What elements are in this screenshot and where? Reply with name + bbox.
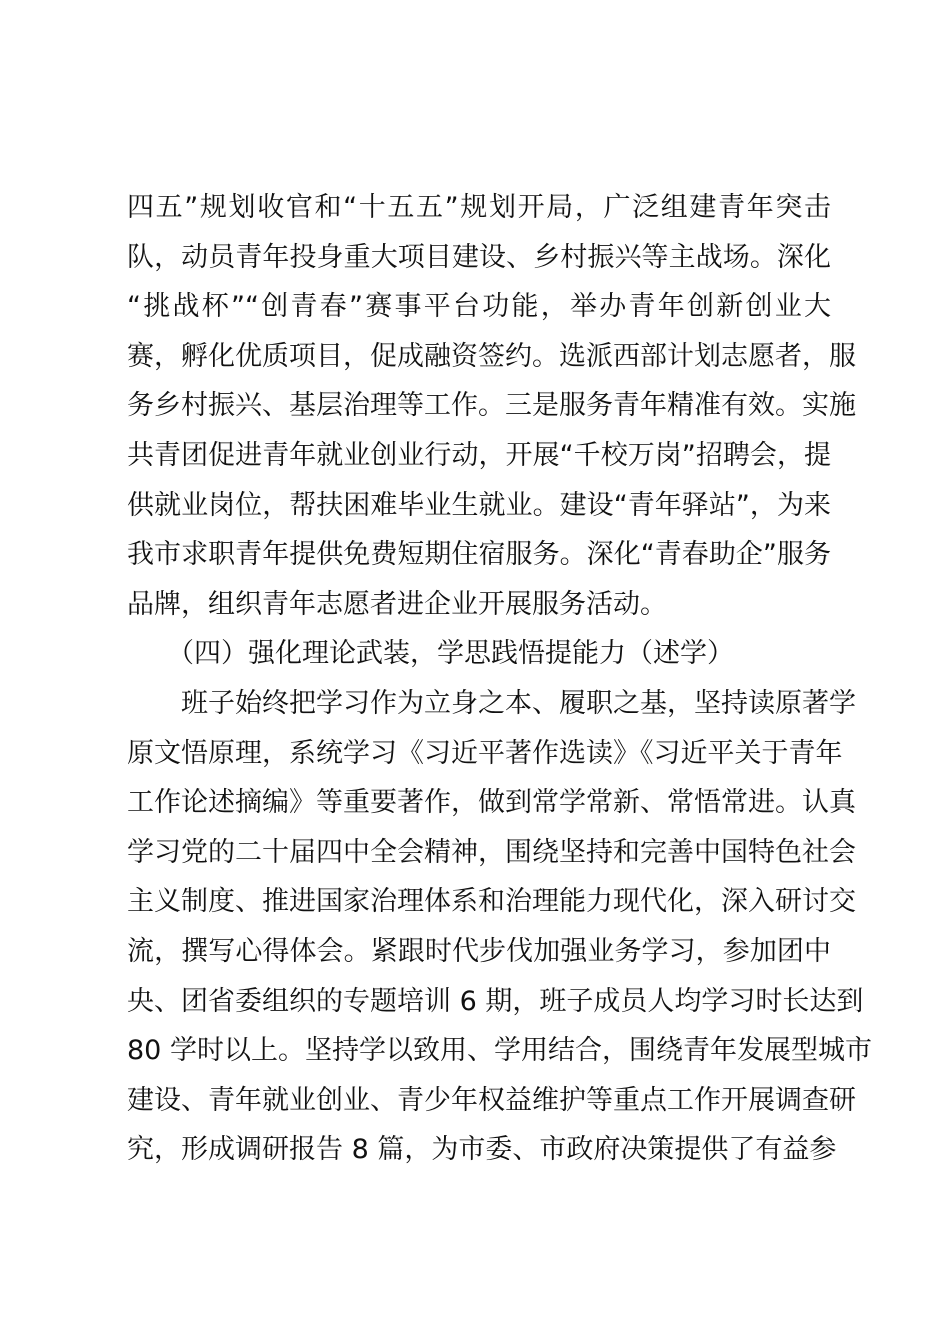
text-line: 学习党的二十届四中全会精神，围绕坚持和完善中国特色社会 <box>127 836 856 868</box>
document-page <box>127 183 872 1175</box>
text-line: 究，形成调研报告 8 篇，为市委、市政府决策提供了有益参 <box>127 1134 837 1166</box>
text-line: 80 学时以上。坚持学以致用、学用结合，围绕青年发展型城市 <box>127 1035 872 1067</box>
text-line: 班子始终把学习作为立身之本、履职之基，坚持读原著学 <box>181 687 856 719</box>
text-line: “挑战杯”“创青春”赛事平台功能，举办青年创新创业大 <box>127 291 831 323</box>
text-line: 流，撰写心得体会。紧跟时代步伐加强业务学习，参加团中 <box>127 935 831 967</box>
text-line: 建设、青年就业创业、青少年权益维护等重点工作开展调查研 <box>127 1084 856 1116</box>
paragraph-study <box>127 679 872 1175</box>
text-line: 队，动员青年投身重大项目建设、乡村振兴等主战场。深化 <box>127 241 831 273</box>
text-line: 央、团省委组织的专题培训 6 期，班子成员人均学习时长达到 <box>127 985 864 1017</box>
text-line: 四五”规划收官和“十五五”规划开局，广泛组建青年突击 <box>127 192 831 223</box>
text-line: 务乡村振兴、基层治理等工作。三是服务青年精准有效。实施 <box>127 390 856 422</box>
text-line: 供就业岗位，帮扶困难毕业生就业。建设“青年驿站”，为来 <box>127 489 831 521</box>
text-line: 赛，孵化优质项目，促成融资签约。选派西部计划志愿者，服 <box>127 340 856 372</box>
paragraph-youth-service <box>127 183 856 629</box>
text-line: 主义制度、推进国家治理体系和治理能力现代化，深入研讨交 <box>127 886 856 918</box>
text-line: 我市求职青年提供免费短期住宿服务。深化“青春助企”服务 <box>127 539 831 571</box>
text-line: 共青团促进青年就业创业行动，开展“千校万岗”招聘会，提 <box>127 439 831 471</box>
text-line: 工作论述摘编》等重要著作，做到常学常新、常悟常进。认真 <box>127 787 856 819</box>
text-line: 原文悟原理，系统学习《习近平著作选读》《习近平关于青年 <box>127 737 843 769</box>
section-heading: （四）强化理论武装，学思践悟提能力（述学） <box>167 638 734 670</box>
text-line: 品牌，组织青年志愿者进企业开展服务活动。 <box>127 588 667 620</box>
